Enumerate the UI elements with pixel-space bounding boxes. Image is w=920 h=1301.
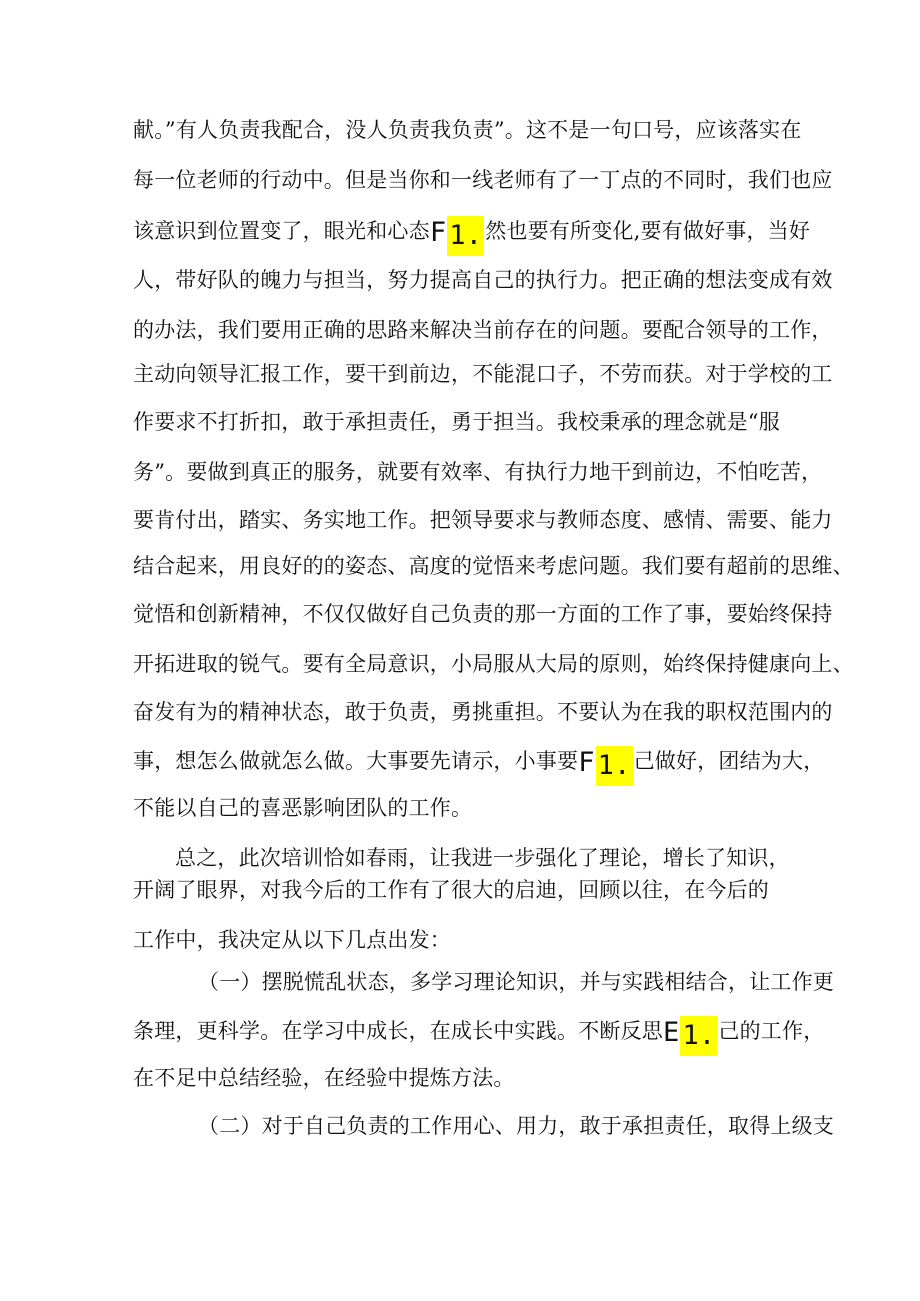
- paragraph-line: 开拓进取的锐气。要有全局意识，小局服从大局的原则，始终保持健康向上、: [133, 652, 854, 676]
- paragraph-line-indented: 总之，此次培训恰如春雨，让我进一步强化了理论，增长了知识，: [175, 846, 790, 870]
- paragraph-line: 每一位老师的行动中。但是当你和一线老师有了一丁点的不同时，我们也应: [133, 168, 833, 192]
- paragraph-line: 要肯付出，踏实、务实地工作。把领导要求与教师态度、感情、需要、能力: [133, 508, 833, 532]
- line-text-before: 事，想怎么做就怎么做。大事要先请示，小事要: [133, 749, 579, 773]
- marker-prefix: E: [663, 1017, 680, 1048]
- paragraph-line: 觉悟和创新精神，不仅仅做好自己负责的那一方面的工作了事，要始终保持: [133, 602, 833, 626]
- highlighted-marker: 1.: [447, 216, 484, 256]
- paragraph-line: 献。”有人负责我配合，没人负责我负责”。这不是一句口号，应该落实在: [133, 118, 802, 142]
- line-text-after: 己的工作，: [718, 1019, 825, 1043]
- paragraph-line: 务”。要做到真正的服务，就要有效率、有执行力地干到前边，不怕吃苦，: [133, 460, 823, 484]
- paragraph-line: 主动向领导汇报工作，要干到前边，不能混口子，不劳而获。对于学校的工: [133, 362, 833, 386]
- paragraph-line: 结合起来，用良好的的姿态、高度的觉悟来考虑问题。我们要有超前的思维、: [133, 554, 854, 578]
- marker-prefix: F: [429, 217, 447, 248]
- paragraph-line: 的办法，我们要用正确的思路来解决当前存在的问题。要配合领导的工作，: [133, 318, 833, 342]
- line-text-before: 条理，更科学。在学习中成长，在成长中实践。不断反思: [133, 1019, 663, 1043]
- paragraph-line: 在不足中总结经验，在经验中提炼方法。: [133, 1066, 515, 1090]
- paragraph-line: 不能以自己的喜恶影响团队的工作。: [133, 796, 473, 820]
- line-text-before: 该意识到位置变了，眼光和心态: [133, 219, 430, 243]
- paragraph-line: [133, 1016, 825, 1056]
- paragraph-line: 作要求不打折扣，敢于承担责任，勇于担当。我校秉承的理念就是“服: [133, 410, 780, 434]
- paragraph-line: 人，带好队的魄力与担当，努力提高自己的执行力。把正确的想法变成有效: [133, 268, 833, 292]
- paragraph-line: 工作中，我决定从以下几点出发：: [133, 928, 451, 952]
- highlighted-marker: 1.: [596, 746, 633, 786]
- paragraph-line: 开阔了眼界，对我今后的工作有了很大的启迪，回顾以往，在今后的: [133, 878, 769, 902]
- list-item-line: （二）对于自己负责的工作用心、用力，敢于承担责任，取得上级支: [198, 1114, 834, 1138]
- line-text-after: 己做好，团结为大，: [633, 749, 825, 773]
- list-item-line: （一）摆脱慌乱状态，多学习理论知识，并与实践相结合，让工作更: [198, 970, 834, 994]
- paragraph-line: [133, 746, 825, 786]
- marker-prefix: F: [578, 747, 595, 778]
- paragraph-line: 奋发有为的精神状态，敢于负责，勇挑重担。不要认为在我的职权范围内的: [133, 700, 833, 724]
- highlighted-marker: 1.: [680, 1016, 717, 1056]
- line-text-after: 然也要有所变化,要有做好事，当好: [485, 219, 811, 243]
- paragraph-line: [133, 216, 811, 256]
